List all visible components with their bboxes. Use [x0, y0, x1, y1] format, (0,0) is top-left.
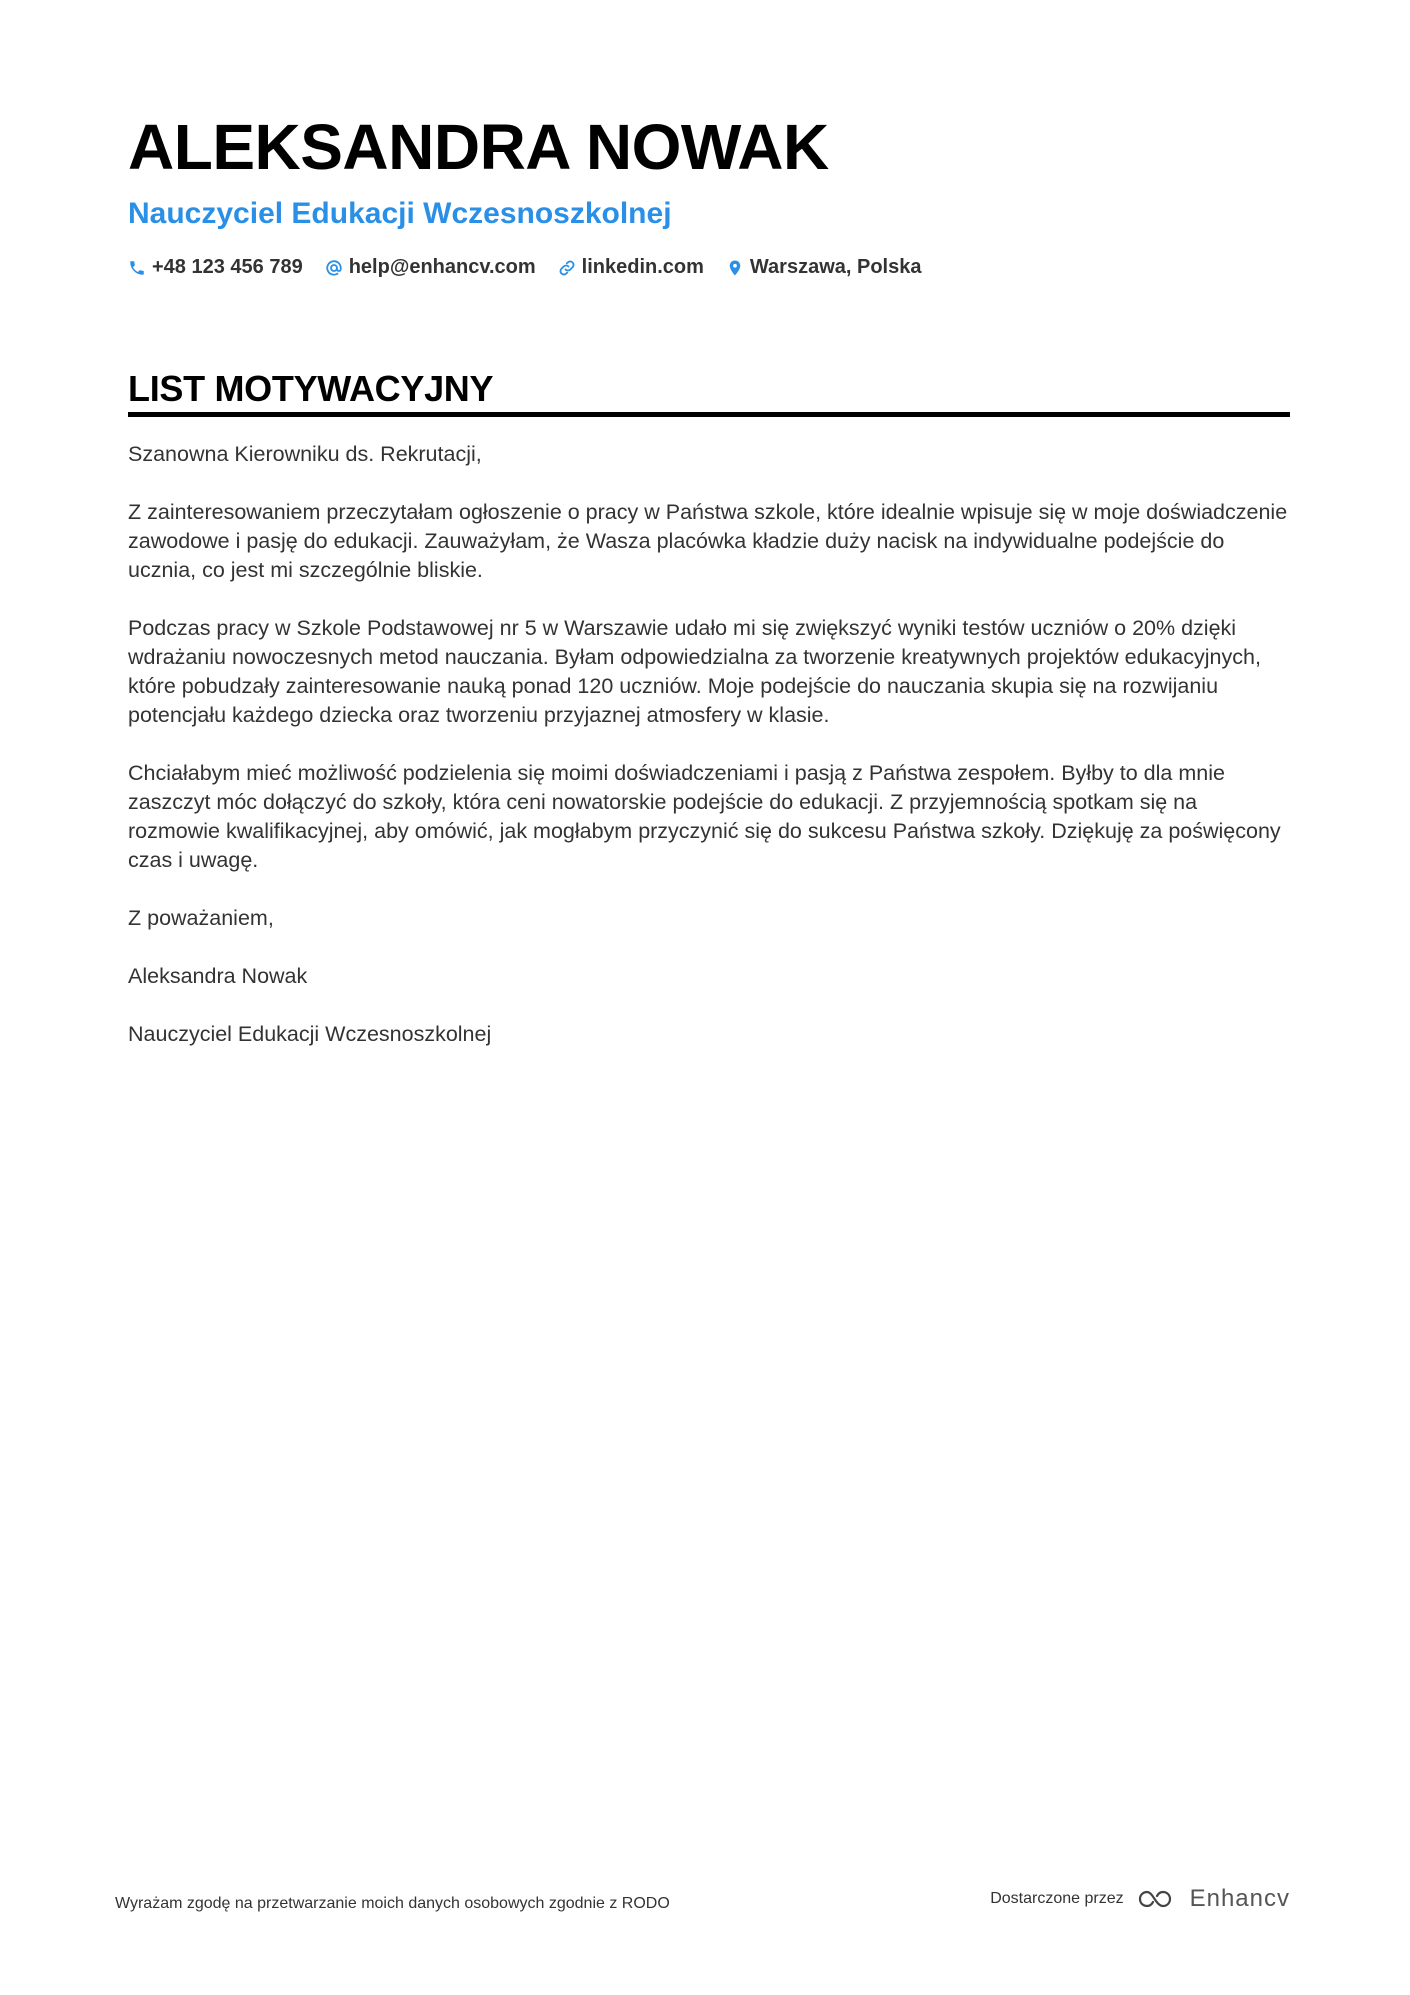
letter-paragraph: Z zainteresowaniem przeczytałam ogłoszenie o pracy w Państwa szkole, które idealnie wpisuje się w moje doświadczenie zawodowe i pasję do edukacji. Zauważyłam, że Wasza placówka kładzie duży nacisk na indywidualne podejście do ucznia, co jest mi szczególnie bliskie.	[128, 500, 1288, 582]
contact-email	[325, 256, 536, 279]
section-divider	[128, 412, 1290, 417]
contact-info	[128, 256, 1288, 279]
signature-role: Nauczyciel Edukacji Wczesnoszkolnej	[128, 1022, 492, 1046]
footer-branding	[990, 1885, 1290, 1913]
gdpr-consent: Wyrażam zgodę na przetwarzanie moich danych osobowych zgodnie z RODO	[115, 1895, 670, 1912]
at-icon	[325, 259, 343, 277]
letter-paragraph: Podczas pracy w Szkole Podstawowej nr 5 w Warszawie udało mi się zwiększyć wyniki testów uczniów o 20% dzięki wdrażaniu nowoczesnych metod nauczania. Byłam odpowiedzialna za tworzenie kreatywnych projektów edukacyjnych, które pobudzały zainteresowanie nauką ponad 120 uczniów. Moje podejście do nauczania skupia się na rozwijaniu potencjału każdego dziecka oraz tworzeniu przyjaznej atmosfery w klasie.	[128, 616, 1261, 727]
letter-greeting: Szanowna Kierowniku ds. Rekrutacji,	[128, 442, 482, 466]
brand-name: Enhancv	[1189, 1885, 1290, 1912]
phone-number: +48 123 456 789	[152, 256, 303, 278]
contact-phone	[128, 256, 303, 279]
powered-by-text: Dostarczone przez	[990, 1890, 1124, 1907]
section-title: LIST MOTYWACYJNY	[128, 368, 494, 409]
letter-body	[128, 440, 1290, 1078]
contact-linkedin	[558, 256, 704, 279]
location-text: Warszawa, Polska	[749, 256, 922, 278]
header	[128, 112, 1288, 279]
letter-paragraph: Chciałabym mieć możliwość podzielenia się moimi doświadczeniami i pasją z Państwa zespołem. Byłby to dla mnie zaszczyt móc dołączyć do szkoły, która ceni nowatorskie podejście do edukacji. Z przyjemnością spotkam się na rozmowie kwalifikacyjnej, aby omówić, jak mogłabym przyczynić się do sukcesu Państwa szkoły. Dziękuję za poświęcony czas i uwagę.	[128, 761, 1281, 872]
email-address[interactable]: help@enhancv.com	[348, 256, 536, 278]
contact-location	[726, 256, 922, 279]
letter-section-heading	[128, 368, 1290, 417]
linkedin-link[interactable]: linkedin.com	[581, 256, 704, 278]
letter-closing: Z poważaniem,	[128, 906, 274, 930]
brand-logo[interactable]	[1136, 1885, 1290, 1913]
signature-name: Aleksandra Nowak	[128, 964, 308, 988]
enhancv-logo-icon	[1136, 1887, 1180, 1911]
candidate-name: ALEKSANDRA NOWAK	[128, 111, 829, 183]
phone-icon	[128, 259, 146, 277]
candidate-role: Nauczyciel Edukacji Wczesnoszkolnej	[128, 197, 672, 230]
link-icon	[558, 259, 576, 277]
location-pin-icon	[726, 259, 744, 277]
